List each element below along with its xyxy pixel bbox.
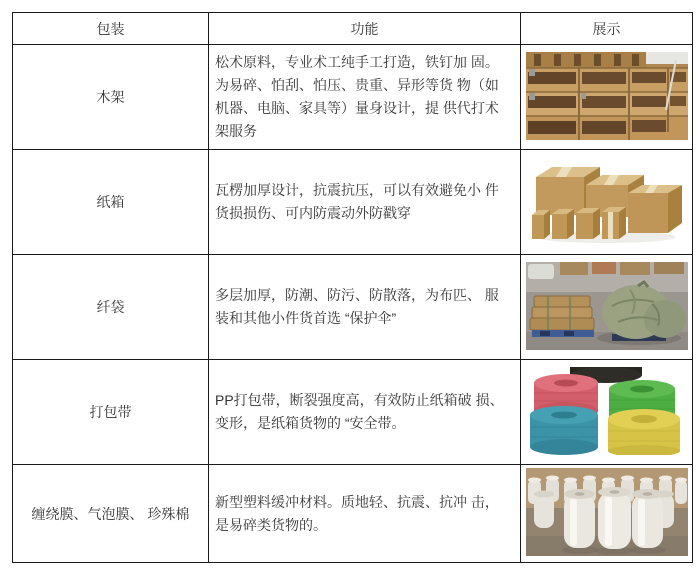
header-package: 包装 xyxy=(13,13,209,45)
header-display: 展示 xyxy=(521,13,693,45)
function-description: PP打包带，断裂强度高，有效防止纸箱破 损、变形，是纸箱货物的 “安全带。 xyxy=(209,360,521,465)
function-description: 瓦楞加厚设计，抗震抗压，可以有效避免小 件货损损伤、可内防震动外防戳穿 xyxy=(209,150,521,255)
cardboard-boxes-photo xyxy=(526,157,688,245)
function-description: 多层加厚，防潮、防污、防散落，为布匹、 服装和其他小件货首选 “保护伞” xyxy=(209,255,521,360)
green-woven-bags-photo xyxy=(526,262,688,350)
wooden-crates-photo xyxy=(526,52,688,140)
display-cell xyxy=(521,255,693,360)
header-function: 功能 xyxy=(209,13,521,45)
display-cell xyxy=(521,465,693,563)
package-name: 打包带 xyxy=(13,360,209,465)
stretch-film-rolls-photo xyxy=(526,468,688,556)
packaging-table xyxy=(12,12,693,563)
display-cell xyxy=(521,150,693,255)
function-description: 新型塑料缓冲材料。质地轻、抗震、抗冲 击，是易碎类货物的。 xyxy=(209,465,521,563)
function-description: 松术原料，专业术工纯手工打造，铁钉加 固。为易碎、怕刮、怕压、贵重、异形等货 物（如机器、电脑、家具等）量身设计，提 供代打术架服务 xyxy=(209,45,521,150)
package-name: 纤袋 xyxy=(13,255,209,360)
table-row-packing-strap xyxy=(13,360,693,465)
pp-strap-rolls-photo xyxy=(526,367,688,455)
header-row xyxy=(13,13,693,45)
table-row-fiber-bag xyxy=(13,255,693,360)
package-name: 木架 xyxy=(13,45,209,150)
package-name: 缠绕膜、气泡膜、 珍殊棉 xyxy=(13,465,209,563)
display-cell xyxy=(521,360,693,465)
table-row-stretch-film xyxy=(13,465,693,563)
table-row-carton xyxy=(13,150,693,255)
package-name: 纸箱 xyxy=(13,150,209,255)
display-cell xyxy=(521,45,693,150)
table-row-wooden-frame xyxy=(13,45,693,150)
